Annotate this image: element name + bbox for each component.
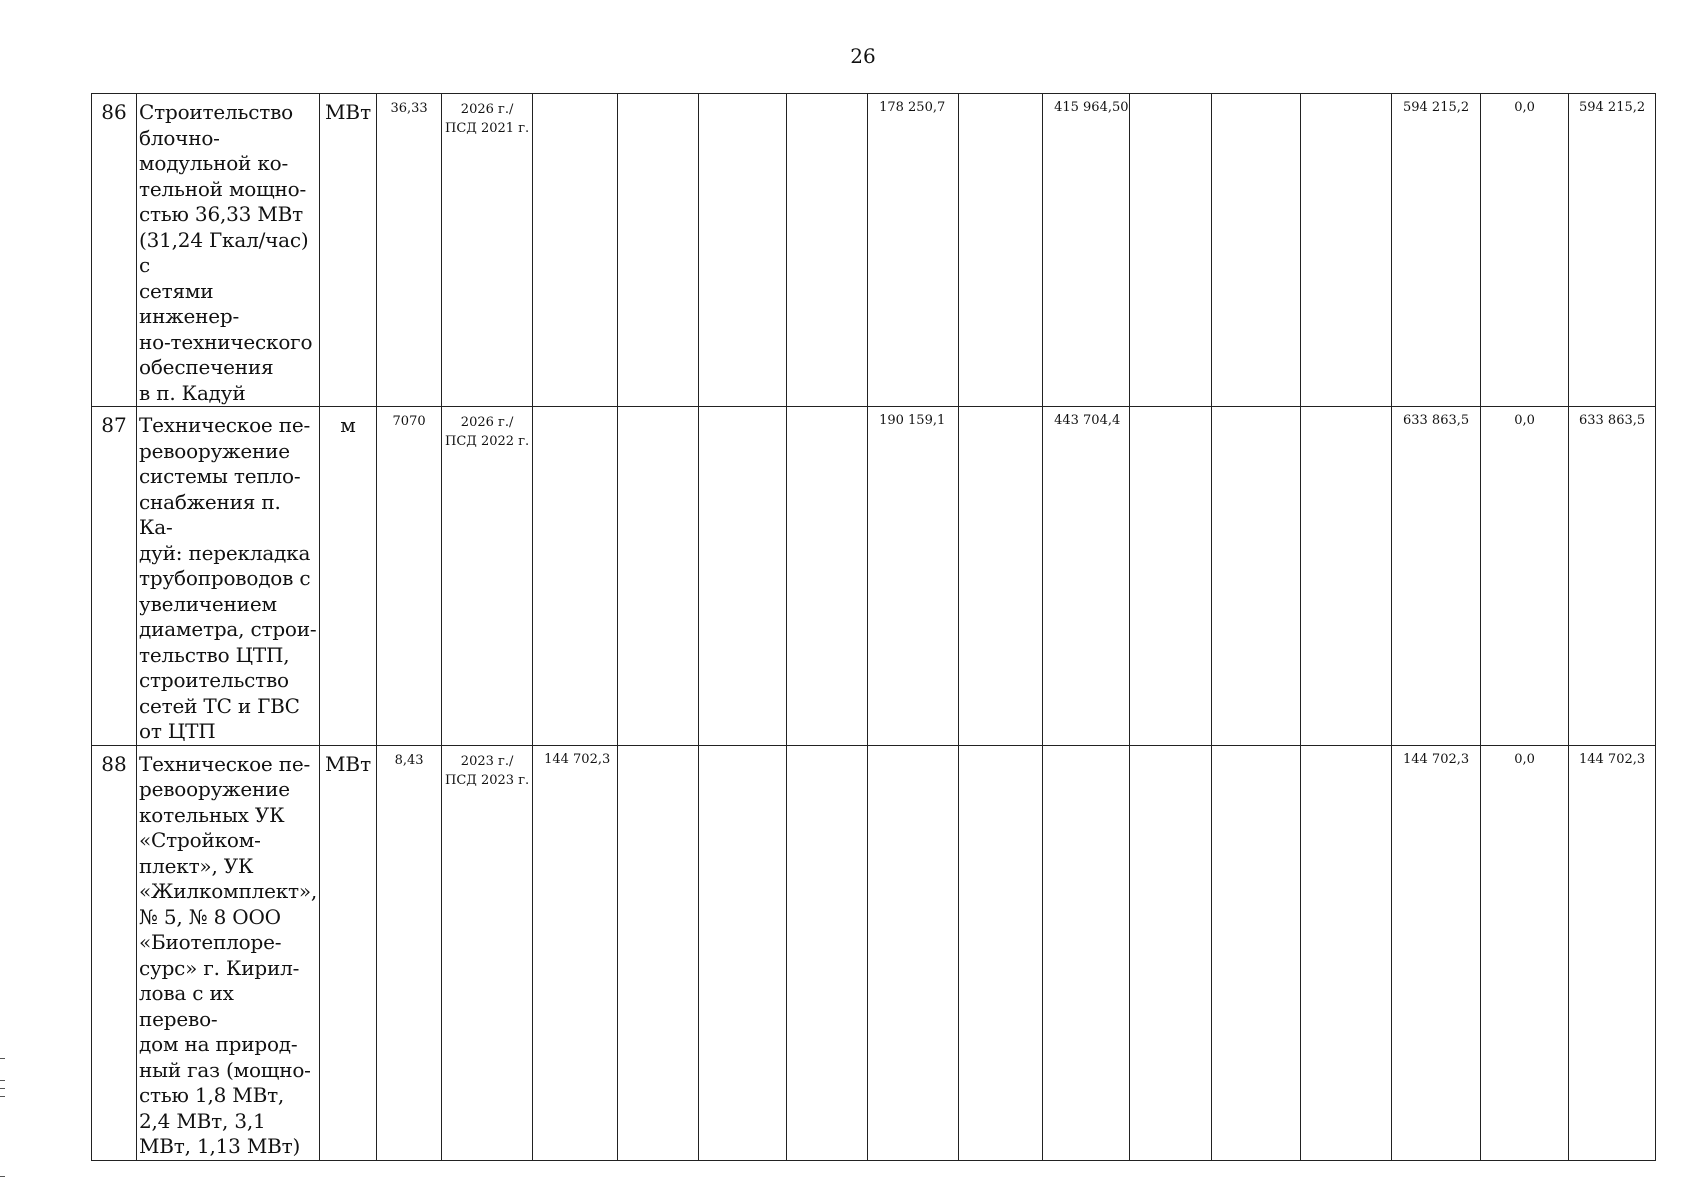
value-cell <box>787 407 868 746</box>
capacity: 8,43 <box>377 745 442 1160</box>
page-number: 26 <box>850 44 876 68</box>
value-cell: 178 250,7 <box>868 94 959 407</box>
table-row <box>92 407 1656 746</box>
zero-cell: 0,0 <box>1481 407 1569 746</box>
total-cell: 633 863,5 <box>1392 407 1481 746</box>
value-cell <box>1301 94 1392 407</box>
total-cell: 594 215,2 <box>1392 94 1481 407</box>
value-cell <box>533 94 618 407</box>
value-cell <box>1301 407 1392 746</box>
zero-cell: 0,0 <box>1481 94 1569 407</box>
value-cell <box>959 94 1043 407</box>
dates: 2023 г./ ПСД 2023 г. <box>442 745 533 1160</box>
total-cell: 144 702,3 <box>1569 745 1656 1160</box>
value-cell <box>618 94 699 407</box>
row-number: 87 <box>92 407 137 746</box>
capacity: 36,33 <box>377 94 442 407</box>
value-cell <box>618 745 699 1160</box>
value-cell <box>1301 745 1392 1160</box>
investment-table <box>91 93 1656 1161</box>
value-cell <box>1043 745 1130 1160</box>
value-cell <box>1130 407 1212 746</box>
value-cell <box>787 94 868 407</box>
margin-tick <box>0 1176 5 1177</box>
dates: 2026 г./ ПСД 2022 г. <box>442 407 533 746</box>
row-number: 86 <box>92 94 137 407</box>
total-cell: 594 215,2 <box>1569 94 1656 407</box>
object-name: Техническое пе- ревооружение котельных УК «Стройком- плект», УК «Жилкомплект», № 5, № 8 ООО «Биотеплоре- сурс» г. Кирил- лова с их перево- дом на природ- ный газ (мощно- стью 1,8 МВт, 2,4 МВт, 3,1 МВт, 1,13 МВт) <box>137 745 320 1160</box>
unit: МВт <box>320 94 377 407</box>
table-row <box>92 745 1656 1160</box>
table-row <box>92 94 1656 407</box>
row-number: 88 <box>92 745 137 1160</box>
object-name: Техническое пе- ревооружение системы тепло- снабжения п. Ка- дуй: перекладка трубопроводов с увеличением диаметра, строи- тельство ЦТП, строительство сетей ТС и ГВС от ЦТП <box>137 407 320 746</box>
total-cell: 633 863,5 <box>1569 407 1656 746</box>
unit: МВт <box>320 745 377 1160</box>
value-cell <box>533 407 618 746</box>
value-cell: 443 704,4 <box>1043 407 1130 746</box>
value-cell <box>1212 94 1301 407</box>
value-cell <box>1212 745 1301 1160</box>
value-cell: 190 159,1 <box>868 407 959 746</box>
margin-tick <box>0 1096 5 1097</box>
margin-tick <box>0 1058 5 1059</box>
unit: м <box>320 407 377 746</box>
value-cell <box>959 745 1043 1160</box>
capacity: 7070 <box>377 407 442 746</box>
margin-tick <box>0 1080 5 1081</box>
object-name: Строительство блочно- модульной ко- тельной мощно- стью 36,33 МВт (31,24 Гкал/час) с сетями инженер- но-технического обеспечения в п. Кадуй <box>137 94 320 407</box>
value-cell <box>699 94 787 407</box>
value-cell <box>787 745 868 1160</box>
margin-tick <box>0 1088 5 1089</box>
value-cell <box>1212 407 1301 746</box>
zero-cell: 0,0 <box>1481 745 1569 1160</box>
value-cell <box>699 407 787 746</box>
dates: 2026 г./ ПСД 2021 г. <box>442 94 533 407</box>
value-cell <box>1130 94 1212 407</box>
total-cell: 144 702,3 <box>1392 745 1481 1160</box>
value-cell <box>618 407 699 746</box>
value-cell <box>699 745 787 1160</box>
value-cell <box>868 745 959 1160</box>
value-cell: 415 964,50 <box>1043 94 1130 407</box>
value-cell <box>959 407 1043 746</box>
value-cell <box>1130 745 1212 1160</box>
value-cell: 144 702,3 <box>533 745 618 1160</box>
